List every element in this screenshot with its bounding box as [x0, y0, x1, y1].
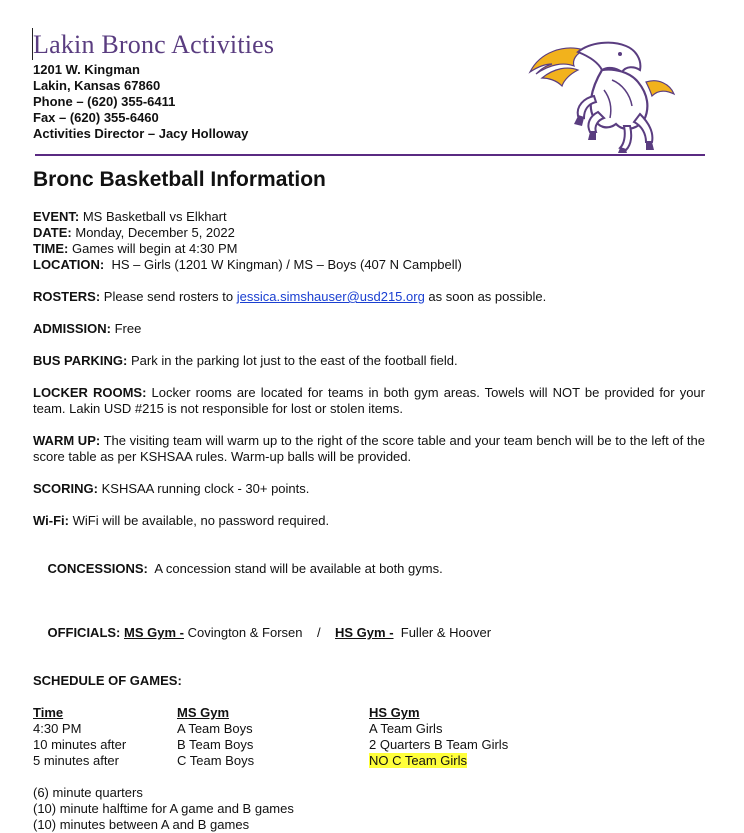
document-body	[33, 209, 705, 833]
locker-rooms-text: Locker rooms are located for teams in both gym areas. Towels will NOT be provided for your team. Lakin USD #215 is not responsible for lost or stolen items.	[33, 385, 705, 416]
director-line: Activities Director – Jacy Holloway	[33, 126, 249, 141]
schedule-header-hs-gym: HS Gym	[369, 705, 420, 720]
schedule-cell: 4:30 PM	[33, 721, 82, 736]
officials-ms-names: Covington & Forsen	[183, 625, 303, 640]
date-line	[33, 225, 705, 241]
time-value: Games will begin at 4:30 PM	[68, 241, 238, 256]
note-line: (10) minutes between A and B games	[33, 817, 250, 832]
rosters-label: ROSTERS:	[33, 289, 101, 304]
bronco-horse-logo-icon	[528, 38, 678, 154]
note-line: (10) minute halftime for A game and B games	[33, 801, 294, 816]
warm-up-text: The visiting team will warm up to the right of the score table and your team bench will be to the left of the score table as per KSHSAA rules. Warm-up balls will be provided.	[33, 433, 705, 464]
bus-parking-text: Park in the parking lot just to the east of the football field.	[127, 353, 458, 368]
schedule-cell: A Team Girls	[369, 721, 443, 736]
wifi-paragraph	[33, 513, 705, 529]
address-block	[33, 62, 248, 142]
wifi-text: WiFi will be available, no password required.	[68, 513, 330, 528]
date-label: DATE:	[33, 225, 72, 240]
concessions-text: A concession stand will be available at both gyms.	[147, 561, 443, 576]
bus-parking-paragraph	[33, 353, 705, 369]
locker-rooms-paragraph	[33, 385, 705, 417]
officials-ms-gym-label: MS Gym -	[124, 625, 184, 640]
officials-hs-gym-label: HS Gym -	[335, 625, 394, 640]
admission-text: Free	[111, 321, 142, 336]
schedule-table	[33, 705, 705, 769]
event-value: MS Basketball vs Elkhart	[79, 209, 227, 224]
locker-rooms-label: LOCKER ROOMS:	[33, 385, 147, 400]
schedule-time-column	[33, 705, 126, 769]
event-label: EVENT:	[33, 209, 80, 224]
time-line	[33, 241, 705, 257]
officials-separator: /	[302, 625, 336, 640]
page-title: Bronc Basketball Information	[33, 168, 326, 191]
concessions-paragraph	[33, 545, 705, 593]
schedule-cell: 5 minutes after	[33, 753, 119, 768]
location-line	[33, 257, 705, 273]
date-value: Monday, December 5, 2022	[71, 225, 235, 240]
schedule-ms-gym-column	[177, 705, 254, 769]
schedule-cell: B Team Boys	[177, 737, 254, 752]
officials-hs-names: Fuller & Hoover	[393, 625, 492, 640]
game-notes	[33, 785, 705, 833]
location-label: LOCATION:	[33, 257, 105, 272]
scoring-paragraph	[33, 481, 705, 497]
address-line: 1201 W. Kingman	[33, 62, 140, 77]
note-line: (6) minute quarters	[33, 785, 143, 800]
header-divider	[35, 154, 705, 156]
warm-up-paragraph	[33, 433, 705, 465]
roster-email-link[interactable]: jessica.simshauser@usd215.org	[236, 289, 425, 304]
warm-up-label: WARM UP:	[33, 433, 101, 448]
address-line: Lakin, Kansas 67860	[33, 78, 161, 93]
time-label: TIME:	[33, 241, 69, 256]
event-block	[33, 209, 705, 273]
admission-label: ADMISSION:	[33, 321, 111, 336]
phone-line: Phone – (620) 355-6411	[33, 94, 176, 109]
schedule-cell: 2 Quarters B Team Girls	[369, 737, 509, 752]
scoring-text: KSHSAA running clock - 30+ points.	[98, 481, 310, 496]
schedule-cell: C Team Boys	[177, 753, 255, 768]
rosters-text-end: as soon as possible.	[424, 289, 547, 304]
schedule-header-ms-gym: MS Gym	[177, 705, 230, 720]
highlighted-schedule-cell: NO C Team Girls	[369, 753, 467, 768]
org-title: Lakin Bronc Activities	[33, 30, 275, 59]
admission-paragraph	[33, 321, 705, 337]
rosters-paragraph	[33, 289, 705, 305]
schedule-cell: A Team Boys	[177, 721, 253, 736]
rosters-text: Please send rosters to	[100, 289, 237, 304]
schedule-hs-gym-column	[369, 705, 508, 769]
schedule-heading: SCHEDULE OF GAMES:	[33, 673, 182, 688]
officials-label: OFFICIALS:	[47, 625, 121, 640]
fax-line: Fax – (620) 355-6460	[33, 110, 159, 125]
schedule-header-time: Time	[33, 705, 64, 720]
schedule-cell: 10 minutes after	[33, 737, 127, 752]
officials-paragraph	[33, 609, 705, 657]
concessions-label: CONCESSIONS:	[47, 561, 148, 576]
wifi-label: Wi-Fi:	[33, 513, 69, 528]
scoring-label: SCORING:	[33, 481, 98, 496]
bus-parking-label: BUS PARKING:	[33, 353, 128, 368]
location-value: HS – Girls (1201 W Kingman) / MS – Boys (407 N Campbell)	[104, 257, 462, 272]
event-line	[33, 209, 705, 225]
